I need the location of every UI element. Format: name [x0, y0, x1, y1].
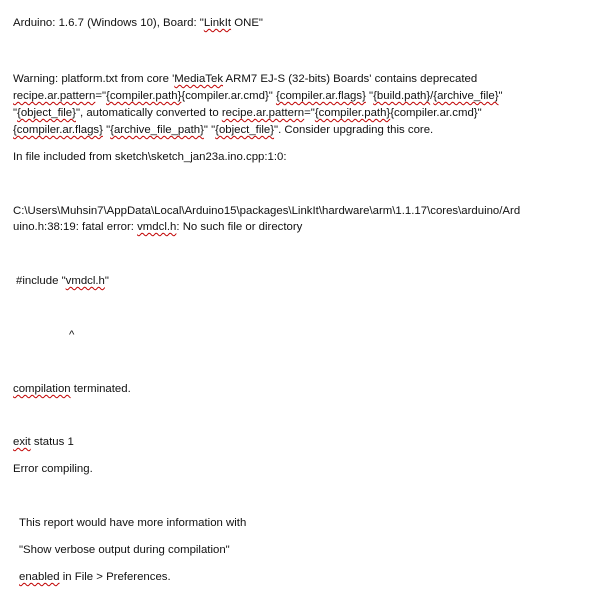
- warning-text: ": [498, 90, 503, 102]
- include-text: ": [104, 275, 109, 287]
- warning-text: ": [13, 107, 18, 119]
- warning-token: {compiler.path}: [106, 90, 182, 102]
- warning-text: ", automatically converted to: [75, 107, 222, 119]
- exit-word: exit: [13, 436, 31, 448]
- warning-text: ARM7 EJ-S (32-bits) Boards' contains deprecated: [223, 73, 478, 85]
- warning-line-4: [13, 122, 433, 138]
- warning-line-1: [13, 71, 477, 87]
- error-text: uino.h:38:19: fatal error:: [13, 221, 138, 233]
- warning-text: {compiler.ar.cmd}": [181, 90, 276, 102]
- report-line-2: "Show verbose output during compilation": [19, 544, 230, 556]
- header-line: [13, 15, 263, 31]
- warning-token: {compiler.ar.flags}: [13, 124, 103, 136]
- warning-token: {archive_file}: [433, 90, 499, 102]
- include-file-name: vmdcl.h: [65, 275, 105, 287]
- caret-marker: ^: [69, 329, 75, 341]
- warning-token: {build.path}: [373, 90, 431, 102]
- warning-text: Warning: platform.txt from core ': [13, 73, 175, 85]
- enabled-word: enabled: [19, 571, 60, 583]
- warning-token: {object_file}: [215, 124, 275, 136]
- report-text: in File > Preferences.: [59, 571, 171, 583]
- warning-text: =": [304, 107, 315, 119]
- warning-text: ": [102, 124, 111, 136]
- header-line-suffix: ONE": [231, 17, 263, 29]
- warning-text: =": [95, 90, 107, 102]
- warning-token: recipe.ar.pattern: [221, 107, 305, 119]
- warning-text: {compiler.ar.cmd}": [390, 107, 482, 119]
- board-name-word: LinkIt: [203, 17, 232, 29]
- exit-status-text: status 1: [30, 436, 74, 448]
- warning-text: ": [365, 90, 374, 102]
- warning-token: {compiler.ar.flags}: [275, 90, 366, 102]
- terminated-line: [13, 381, 131, 397]
- error-path-line-2: [13, 219, 302, 235]
- header-line-text: Arduino: 1.6.7 (Windows 10), Board: ": [13, 17, 204, 29]
- warning-mediatek: MediaTek: [174, 73, 224, 85]
- compilation-word: compilation: [13, 383, 71, 395]
- warning-token: {archive_file_path}: [110, 124, 204, 136]
- include-text: #include ": [16, 275, 66, 287]
- terminated-text: terminated.: [70, 383, 131, 395]
- error-path-line-1: C:\Users\Muhsin7\AppData\Local\Arduino15\packages\LinkIt\hardware\arm\1.1.17\cores\arduino/Ard: [13, 205, 521, 217]
- error-text: : No such file or directory: [176, 221, 303, 233]
- warning-line-3: [13, 105, 482, 121]
- warning-token: {object_file}: [17, 107, 76, 119]
- warning-text: " ": [203, 124, 216, 136]
- exit-status-line: [13, 434, 74, 450]
- warning-token: recipe.ar.pattern: [13, 90, 96, 102]
- include-line: [16, 273, 109, 289]
- warning-token: {compiler.path}: [314, 107, 391, 119]
- warning-text: /: [430, 90, 434, 102]
- error-compiling-line: Error compiling.: [13, 463, 93, 475]
- warning-line-2: [13, 88, 503, 104]
- report-line-1: This report would have more information with: [19, 517, 247, 529]
- report-line-3: [19, 569, 171, 585]
- included-from-line: In file included from sketch\sketch_jan23a.ino.cpp:1:0:: [13, 151, 287, 163]
- warning-text: ". Consider upgrading this core.: [274, 124, 434, 136]
- missing-file-name: vmdcl.h: [137, 221, 177, 233]
